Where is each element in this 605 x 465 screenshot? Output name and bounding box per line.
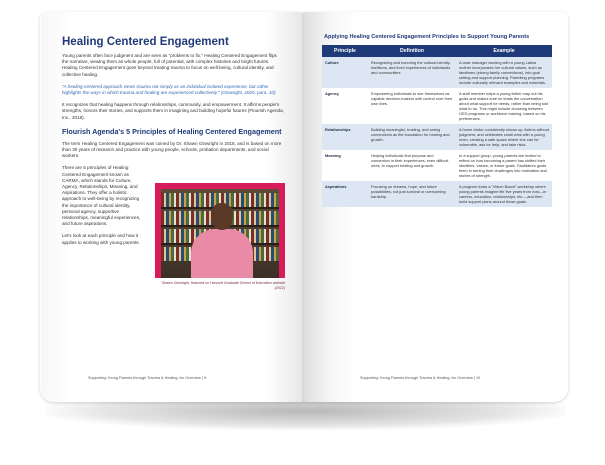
principle-cell: Relationships bbox=[322, 124, 368, 150]
table-row bbox=[322, 88, 552, 124]
principles-intro-block bbox=[62, 165, 285, 291]
principle-cell: Aspirations bbox=[322, 181, 368, 207]
table-row bbox=[322, 150, 552, 181]
column-header: Principle bbox=[322, 45, 368, 57]
table-title: Applying Healing Centered Engagement Principles to Support Young Parents bbox=[324, 34, 530, 40]
body-paragraph: Let's look at each principle and how it applies to working with young parents. bbox=[62, 233, 140, 245]
definition-cell: Recognizing and honoring the cultural identity, traditions, and lived experiences of individuals and communities. bbox=[368, 57, 456, 88]
person-head bbox=[211, 203, 233, 230]
example-cell: A staff member helps a young father map out his goals and makes sure he leads the conversation about what support he needs, rather than being told what to do. This might include choosing between GED programs or workforce training, based on his preferences. bbox=[456, 88, 552, 124]
portrait-photo bbox=[161, 189, 279, 278]
open-booklet bbox=[40, 12, 568, 402]
intro-paragraph: Young parents often face judgment and are seen as "problems to fix." Healing Centered Engagement flips the narrative, viewing them as whole people, full of potential, with complex histories and bright futures. Healing Centered Engagement goes beyond treating trauma to focus on well-being, cultural identity, and collective healing. bbox=[62, 53, 277, 77]
body-paragraph: The term Healing Centered Engagement was coined by Dr. Shawn Ginwright in 2018, and is based on more than 30 years of research and practice with young people, schools, probation departments, and social workers. bbox=[62, 140, 282, 159]
example-cell: A program hosts a "Vision Board" workshop where young parents imagine life five years from now—in careers, education, relationships, etc.—and then build support plans around those goals. bbox=[456, 181, 552, 207]
principle-cell: Agency bbox=[322, 88, 368, 124]
right-page bbox=[304, 12, 568, 402]
principle-cell: Meaning bbox=[322, 150, 368, 181]
definition-cell: Building meaningful, trusting, and caring connections as the foundation for healing and growth. bbox=[368, 124, 456, 150]
table-header-row bbox=[322, 45, 552, 57]
page-footer: Supporting Young Parents through Trauma & Healing: An Overview | 10 bbox=[360, 376, 481, 380]
example-cell: A case manager working with a young Latina mother incorporates her cultural values, such as familismo (strong family connections), into goal setting and support planning. Parenting programs include culturally relevant examples and materials. bbox=[456, 57, 552, 88]
column-header: Example bbox=[456, 45, 552, 57]
page-title: Healing Centered Engagement bbox=[62, 36, 229, 48]
body-paragraph: There are 5 principles of Healing Centered Engagement known as CARMA, which stands for Culture, Agency, Relationships, Meaning, and Aspirations. They offer a holistic approach to well-being by recognizing the importance of cultural identity, personal agency, supportive relationships, meaningful experiences, and future aspirations. bbox=[62, 165, 141, 227]
principle-cell: Culture bbox=[322, 57, 368, 88]
definition-cell: Focusing on dreams, hope, and future possibilities, not just survival or overcoming hardship. bbox=[368, 181, 456, 207]
page-stack-left bbox=[40, 14, 41, 402]
body-paragraph: It recognizes that healing happens through relationships, community, and empowerment. It affirms people's strengths, honors their stories, and supports them in imagining and building hopeful futures (Flourish Agenda, Inc., 2018). bbox=[62, 102, 284, 120]
photo-caption: Shawn Ginwright, featured on Harvard Graduate School of Education website (2022) bbox=[161, 281, 285, 291]
principles-table bbox=[322, 45, 552, 207]
left-page bbox=[40, 12, 304, 402]
table-row bbox=[322, 57, 552, 88]
definition-cell: Empowering individuals to see themselves as capable decision-makers with control over their own lives. bbox=[368, 88, 456, 124]
definition-cell: Helping individuals find purpose and connection in their experiences, even difficult ones, to support healing and growth. bbox=[368, 150, 456, 181]
right-page-content bbox=[322, 34, 554, 207]
portrait-figure bbox=[155, 183, 285, 290]
pull-quote: "A healing-centered approach views trauma not simply as an individual isolated experience, but rather highlights the ways in which trauma and healing are experienced collectively." (Ginwright, 2020, para. 10) bbox=[62, 83, 276, 96]
page-footer: Supporting Young Parents through Trauma & Healing: An Overview | 9 bbox=[88, 376, 207, 380]
person-figure bbox=[191, 229, 253, 278]
table-row bbox=[322, 124, 552, 150]
example-cell: In a support group, young parents are invited to reflect on how becoming a parent has shifted their identities, values, or future goals. Facilitators guide them in turning their challenges into motivation and stories of strength. bbox=[456, 150, 552, 181]
column-header: Definition bbox=[368, 45, 456, 57]
page-stack-right bbox=[567, 14, 568, 402]
principles-text-column bbox=[62, 165, 144, 245]
example-cell: A home visitor consistently shows up, listens without judgment, and celebrates small wins with a young mom, creating a safe space where she can be vulnerable, ask for help, and take risks. bbox=[456, 124, 552, 150]
table-row bbox=[322, 181, 552, 207]
photo-frame bbox=[155, 183, 285, 278]
section-heading: Flourish Agenda's 5 Principles of Healing Centered Engagement bbox=[62, 126, 282, 136]
left-page-content bbox=[62, 36, 285, 291]
